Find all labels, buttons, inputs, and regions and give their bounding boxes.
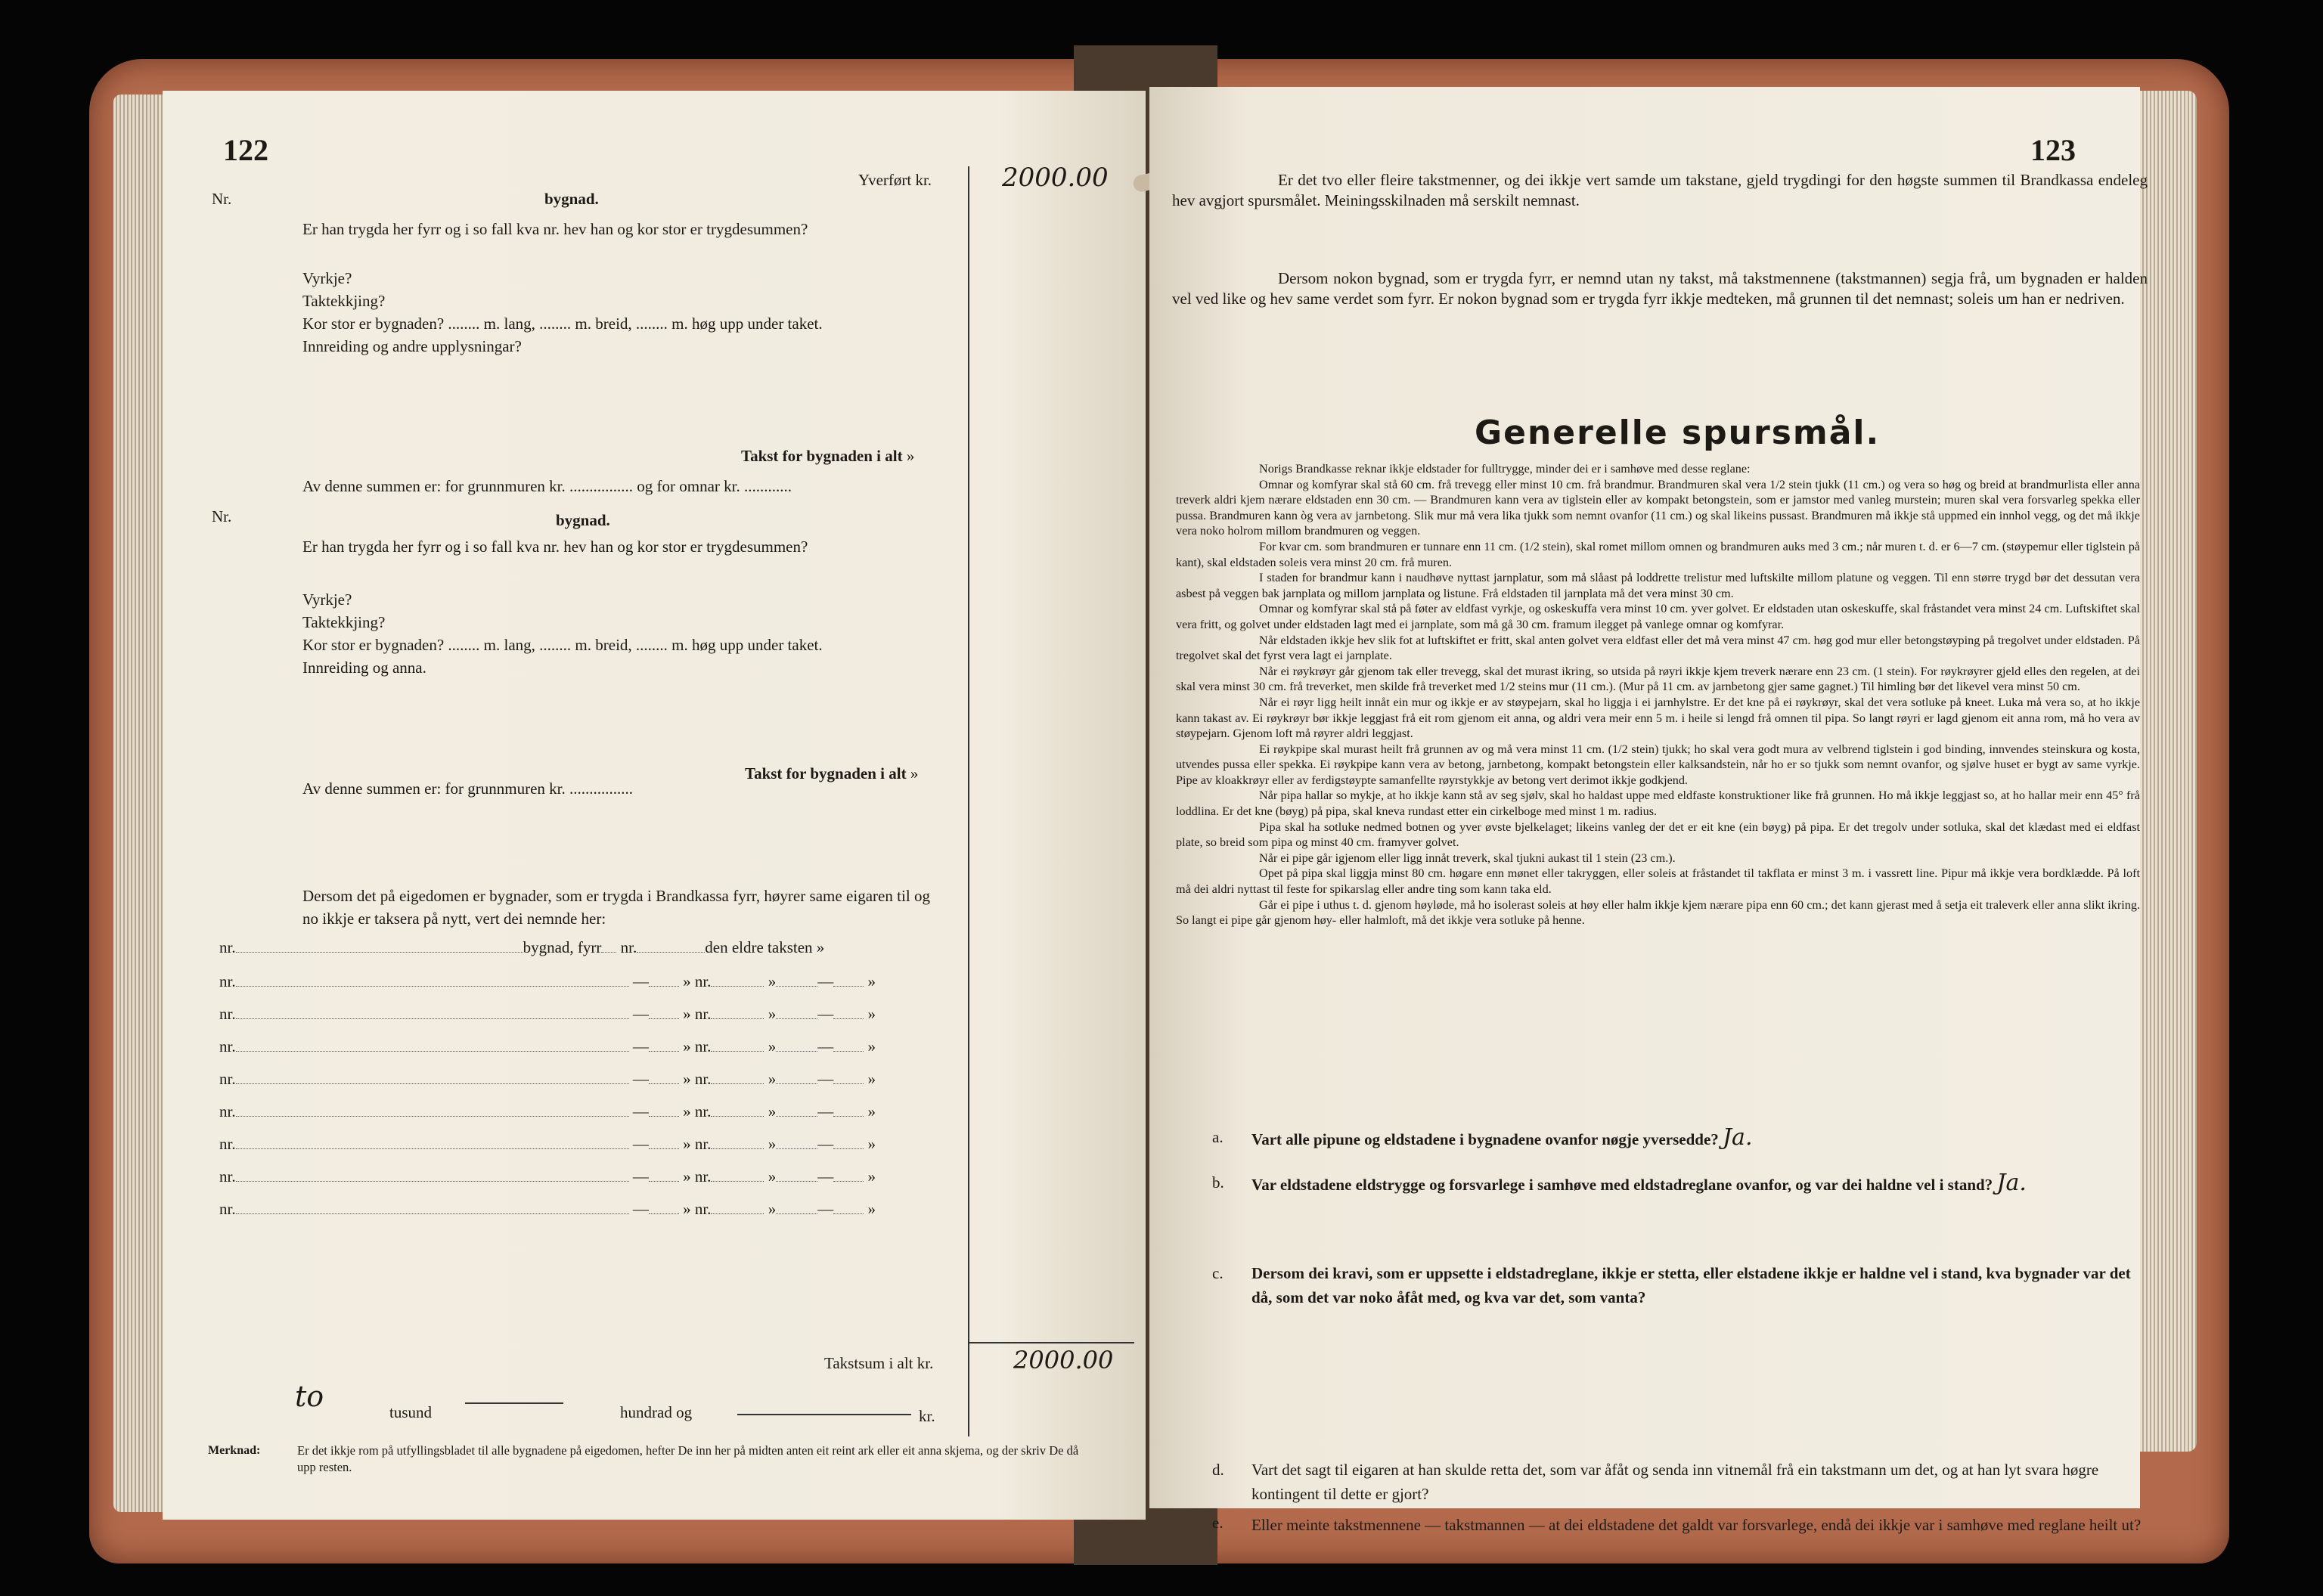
other-building-row: [219, 1134, 876, 1154]
amount-kr: kr.: [919, 1407, 935, 1425]
q-taktekkjing-2: Taktekkjing?: [302, 613, 386, 631]
row-quote: »: [683, 1070, 691, 1088]
row-suffix: »: [867, 1005, 876, 1023]
question-text: Var eldstadene eldstrygge og forsvarlege i samhøve med eldstadreglane ovanfor, og var dei haldne vel i stand?: [1251, 1176, 1993, 1194]
nr-label-1: Nr.: [212, 190, 232, 208]
row-nr: nr.: [219, 1200, 236, 1218]
row-dash2: —: [817, 1167, 834, 1185]
amount-hundrad: hundrad og: [620, 1403, 693, 1421]
question-text: Vart det sagt til eigaren at han skulde retta det, som var åfåt og senda inn vitnemål frå ein takstmann um det, og at han lyt svara høgre kontingent til dette er gjort?: [1251, 1461, 2099, 1503]
question-a: [1212, 1124, 2144, 1151]
question-c: [1212, 1263, 2144, 1309]
rule-paragraph: Norigs Brandkasse reknar ikkje eldstader for fulltrygge, minder dei er i samhøve med desse reglane:: [1259, 462, 1751, 476]
row-dash: —: [632, 1135, 649, 1153]
takst-suffix-1: »: [906, 447, 915, 465]
row-quote2: »: [768, 1200, 777, 1218]
handwritten-strike-2: [737, 1414, 911, 1415]
intro-paragraph-1: [1172, 170, 2148, 211]
row-suffix: »: [867, 1070, 876, 1088]
row-quote: »: [683, 1167, 691, 1185]
row-quote2: »: [768, 1102, 777, 1120]
carried-forward-value: 2000.00: [1002, 163, 1109, 193]
intro-2-text: Dersom nokon bygnad, som er trygda fyrr, er nemnd utan ny takst, må takstmennene (takstmannen) segja frå, um bygnaden er halden vel ved like og hev same verdet som fyrr. Er nokon bygnad som er trygda fyrr ikkje medteken, må grunnen til det nemnast; soleis um han er nedriven.: [1172, 269, 2148, 308]
row-dash2: —: [817, 972, 834, 990]
row-nr: nr.: [219, 1005, 236, 1023]
q-vyrkje-1: Vyrkje?: [302, 269, 352, 287]
row-suffix: »: [867, 1167, 876, 1185]
rule-paragraph: Pipa skal ha sotluke nedmed botnen og yver øvste bjelkelaget; likeins vanleg der det er eit kne (ein bøyg) på pipa. Er det tregolv under sotluka, skal det klædast med ei eldfast plate, so breid som pipa og minst 40 cm. framyver golvet.: [1176, 820, 2140, 850]
other-building-row: [219, 1167, 876, 1186]
row-nr2: nr.: [694, 1102, 712, 1120]
row-dash: —: [632, 1200, 649, 1218]
amount-tusund: tusund: [389, 1403, 433, 1421]
q-inventory-1: Innreiding og andre upplysningar?: [302, 337, 522, 355]
row-quote: »: [683, 1037, 691, 1055]
takst-label-1: Takst for bygnaden i alt: [741, 447, 903, 465]
other-building-row: [219, 1004, 876, 1024]
left-page: [163, 91, 1146, 1520]
row-suffix: »: [867, 972, 876, 990]
question-text: Vart alle pipune og eldstadene i bygnadene ovanfor nøgje yversedde?: [1251, 1130, 1719, 1148]
section-heading: Generelle spursmål.: [1475, 414, 1881, 452]
row-dash2: —: [817, 1135, 834, 1153]
page-number-left: 122: [223, 133, 268, 167]
question-label: c.: [1212, 1264, 1224, 1282]
row-nr2: nr.: [694, 1005, 712, 1023]
rule-paragraph: Når ei røykrøyr går gjenom tak eller trevegg, skal det murast ikring, so utsida på røyri ikkje kjem treverk nærare enn 23 cm. (1 stein). For røykrøyrer gjeld elles den regelen, at dei skal vera minst 30 cm. frå treverket, men skilde frå treverket med 1/2 steins mur (11 cm.). (Mur på 11 cm. av jarnbetong gjer same gagnet.) Til himling bør det likevel vera minst 50 cm.: [1176, 664, 2140, 694]
q-vyrkje-2: Vyrkje?: [302, 590, 352, 609]
question-answer: Ja.: [1723, 1124, 1753, 1151]
note-text: Er det ikkje rom på utfyllingsbladet til alle bygnadene på eigedomen, hefter De inn her på midten anten eit reint ark eller eit anna skjema, og der skriv De då upp resten.: [297, 1443, 1079, 1474]
row-nr: nr.: [219, 1102, 236, 1120]
row-nr2: nr.: [694, 972, 712, 990]
question-label: e.: [1212, 1514, 1224, 1532]
rule-paragraph: Ei røykpipe skal murast heilt frå grunnen av og må vera minst 11 cm. (1/2 stein) tjukk; ho skal vera godt mura av velbrend tiglstein i god binding, innvendes steinskura og kosta, utvendes pussa eller spekka. Ei røykpipe kann vera av betong, jarnbetong, kompakt betongstein eller kalksandstein, når ho er so tjukk som nemnt ovanfor, og sjølve huset er bygt av same vyrkje. Pipe av kloakkrøyr eller av ferdigstøypte samanfellte røyrstykkje av betong vert derimot ikkje godkjend.: [1176, 742, 2140, 787]
q-insured-1: Er han trygda her fyrr og i so fall kva nr. hev han og kor stor er trygdesummen?: [302, 220, 808, 238]
question-b: [1212, 1170, 2144, 1196]
row-dash: —: [632, 1167, 649, 1185]
question-e: [1212, 1512, 2144, 1536]
row-quote: »: [683, 1005, 691, 1023]
nr-label-2: Nr.: [212, 507, 232, 525]
intro-1-text: Er det tvo eller fleire takstmenner, og dei ikkje vert samde um takstane, gjeld trygdingi for den høgste summen til Brandkassa endeleg hev avgjort spursmålet. Meiningsskilnaden må serskilt nemnast.: [1172, 171, 2148, 209]
right-page: [1149, 87, 2148, 1534]
amount-words-handwritten: to: [295, 1380, 324, 1413]
hdr-bygnad: bygnad, fyrr: [523, 938, 602, 956]
question-label: a.: [1212, 1128, 1224, 1146]
page-number-right: 123: [2030, 133, 2076, 167]
rule-paragraph: Når ei røyr ligg heilt innåt ein mur og ikkje er av støypejarn, skal ho liggja i ei jarnhylstre. Er det kne på ei røykrøyr, skal det vera sotluke på kneet. Luka må vera so, at ho ikkje kann takast av. Ei røykrøyr bør ikkje leggjast frå eit rom gjenom eit anna, og aldri vera meir enn 5 m. i heile si lengd frå omnen til pipa. So langt røyri er lagd gjenom eit anna rom, må ho vera av støypejarn. Gjenom loft må røyrer aldri leggjast.: [1176, 695, 2140, 741]
row-dash2: —: [817, 1005, 834, 1023]
row-quote: »: [683, 1102, 691, 1120]
rule-paragraph: Når ei pipe går igjenom eller ligg innåt treverk, skal tjukni aukast til 1 stein (23 cm.).: [1259, 851, 1676, 865]
other-building-row: [219, 1199, 876, 1219]
other-buildings-intro: Dersom det på eigedomen er bygnader, som er trygda i Brandkassa fyrr, høyrer same eigaren til og no ikkje er taksera på nytt, vert dei nemnde her:: [302, 887, 930, 928]
rule-paragraph: Omnar og komfyrar skal stå på føter av eldfast vyrkje, og oskeskuffa vera minst 10 cm. yver golvet. Er eldstaden utan oskeskuffe, skal fråstandet vera minst 24 cm. Luftskiftet skal vera fritt, og golvet under eldstaden lagt med ei jarnplate, som må gå 30 cm. framum ilegget på vanlege omnar og komfyrar.: [1176, 602, 2140, 631]
rule-paragraph: I staden for brandmur kann i naudhøve nyttast jarnplatur, som må slåast på loddrette trelistur med luftskilte millom platune og veggen. Til enn større trygd bør det dessutan vera asbest på veggen bak jarnplata og millom jarnplata og listune. Frå eldstaden til jarnplata må det vera minst 30 cm.: [1176, 571, 2140, 600]
hdr-nr2: nr.: [620, 938, 637, 956]
rule-paragraph: Opet på pipa skal liggja minst 80 cm. høgare enn mønet eller takryggen, eller soleis at fråstandet til takflata er minst 3 m. i vassrett line. Pipur må ikkje vera bordklædde. På loft må dei aldri nyttast til feste for spikarslag eller andre ting som kann taka eld.: [1176, 866, 2140, 897]
hdr-nr: nr.: [219, 938, 236, 956]
row-dash2: —: [817, 1102, 834, 1120]
other-building-row: [219, 1069, 876, 1089]
question-text: Eller meinte takstmennene — takstmannen — at dei eldstadene det galdt var forsvarlege, endå dei ikkje var i samhøve med reglane heilt ut?: [1251, 1516, 2142, 1534]
takst-label-2: Takst for bygnaden i alt: [745, 764, 907, 783]
row-quote2: »: [768, 972, 777, 990]
row-suffix: »: [867, 1102, 876, 1120]
other-building-row: [219, 972, 876, 991]
question-text: Dersom dei kravi, som er uppsette i eldstadreglane, ikkje er stetta, eller elstadene ikkje er haldne vel i stand, kva bygnader var det då, som det var noko åfåt med, og kva var det, som vanta?: [1251, 1264, 2131, 1306]
total-rule: [968, 1342, 1134, 1343]
row-quote2: »: [768, 1167, 777, 1185]
takst-suffix-2: »: [910, 764, 919, 783]
row-nr: nr.: [219, 1070, 236, 1088]
rule-paragraph: Går ei pipe i uthus t. d. gjenom høyløde, må ho isolerast soleis at høy eller halm ikkje kjem nærare pipa enn 60 cm.; det kann gjerast med å setja eit traleverk eller anna slikt ikring. So langt ei pipe går gjenom høy- eller halmloft, må det ikkje vera sotluke på henne.: [1176, 897, 2140, 928]
hdr-eldre: den eldre taksten: [705, 938, 813, 956]
question-label: b.: [1212, 1173, 1224, 1192]
question-label: d.: [1212, 1461, 1224, 1479]
q-taktekkjing-1: Taktekkjing?: [302, 292, 386, 310]
row-nr2: nr.: [694, 1167, 712, 1185]
other-building-row: [219, 1037, 876, 1056]
rule-paragraph: Omnar og komfyrar skal stå 60 cm. frå trevegg eller minst 10 cm. frå brandmur. Brandmuren skal vera 1/2 stein tjukk (11 cm.) og vera so høg og breid at brandmurlista eller anna treverk aldri kjem nærare eldstaden enn 30 cm. — Brandmuren kann vera av tiglstein eller av kompakt betongstein, som er jamstor med vanleg murstein; muren skal vera forsvarleg spekka eller pussa. Brandmuren kann òg vera av jarnbetong. Slik mur må vera lika tjukk som nemnt ovanfor (11 cm.) og skal likeins pussast. Brandmuren må ikkje stå uppmed ein innhol vegg, og det må ikkje vera noko holrom millom brandmuren og veggen.: [1176, 477, 2140, 538]
row-nr2: nr.: [694, 1070, 712, 1088]
intro-paragraph-2: [1172, 268, 2148, 309]
q-size-1: Kor stor er bygnaden? ........ m. lang, ........ m. breid, ........ m. høg upp under taket.: [302, 315, 823, 333]
sum-of-2: Av denne summen er: for grunnmuren kr. ................: [302, 779, 634, 798]
other-buildings-header: [219, 937, 945, 957]
row-dash: —: [632, 1102, 649, 1120]
q-insured-2: Er han trygda her fyrr og i so fall kva nr. hev han og kor stor er trygdesummen?: [302, 538, 808, 556]
row-nr2: nr.: [694, 1200, 712, 1218]
row-quote: »: [683, 1135, 691, 1153]
sum-of-1: Av denne summen er: for grunnmuren kr. ................ og for omnar kr. ............: [302, 477, 792, 495]
handwritten-strike-1: [465, 1402, 563, 1404]
q-inventory-2: Innreiding og anna.: [302, 659, 426, 677]
note-label: Merknad:: [208, 1444, 261, 1457]
question-answer: Ja.: [1996, 1170, 2027, 1196]
row-quote2: »: [768, 1135, 777, 1153]
rule-paragraph: For kvar cm. som brandmuren er tunnare enn 11 cm. (1/2 stein), skal romet millom omnen og brandmuren auks med 3 cm.; når muren t. d. er 6—7 cm. (støypemur eller tiglstein på kant), skal eldstaden soleis vera minst 20 cm. frå muren.: [1176, 539, 2140, 569]
bygnad-label-2: bygnad.: [556, 511, 610, 529]
row-quote2: »: [768, 1037, 777, 1055]
total-label: Takstsum i alt kr.: [824, 1354, 934, 1372]
rule-paragraph: Når pipa hallar so mykje, at ho ikkje kann stå av seg sjølv, skal ho haldast uppe med eldfaste konstruktioner like frå grunnen. Ho må ikkje leggjast so, at ho hallar meir enn 45° frå loddlina. Er det kne (bøyg) på pipa, skal kneva rundast etter ein cirkelboge med minst 1 m. radius.: [1176, 789, 2140, 819]
row-nr2: nr.: [694, 1037, 712, 1055]
row-suffix: »: [867, 1037, 876, 1055]
total-value: 2000.00: [1013, 1346, 1114, 1374]
carried-forward-label: Yverført kr.: [858, 171, 932, 189]
fire-rules: [1176, 461, 2140, 928]
rule-paragraph: Når eldstaden ikkje hev slik fot at luftskiftet er fritt, skal anten golvet vera eldfast eller det må vera minst 47 cm. høg god mur eller betongstøyping på tregolvet under eldstaden. På tregolvet skal det fyrst vera lagt ei jarnplate.: [1176, 633, 2140, 663]
row-nr: nr.: [219, 1135, 236, 1153]
row-nr: nr.: [219, 1037, 236, 1055]
row-quote2: »: [768, 1070, 777, 1088]
row-nr: nr.: [219, 972, 236, 990]
row-dash: —: [632, 1005, 649, 1023]
amount-column-rule: [968, 166, 969, 1436]
question-d: [1212, 1459, 2144, 1505]
row-dash2: —: [817, 1037, 834, 1055]
hdr-suffix: »: [816, 938, 825, 956]
q-size-2: Kor stor er bygnaden? ........ m. lang, ........ m. breid, ........ m. høg upp under taket.: [302, 636, 823, 654]
row-suffix: »: [867, 1135, 876, 1153]
other-building-row: [219, 1102, 876, 1121]
row-dash2: —: [817, 1070, 834, 1088]
left-page-edges: [113, 95, 166, 1512]
row-dash2: —: [817, 1200, 834, 1218]
row-nr2: nr.: [694, 1135, 712, 1153]
row-quote: »: [683, 972, 691, 990]
row-quote2: »: [768, 1005, 777, 1023]
row-dash: —: [632, 1070, 649, 1088]
row-suffix: »: [867, 1200, 876, 1218]
row-nr: nr.: [219, 1167, 236, 1185]
row-quote: »: [683, 1200, 691, 1218]
row-dash: —: [632, 1037, 649, 1055]
row-dash: —: [632, 972, 649, 990]
bygnad-label-1: bygnad.: [544, 190, 599, 208]
